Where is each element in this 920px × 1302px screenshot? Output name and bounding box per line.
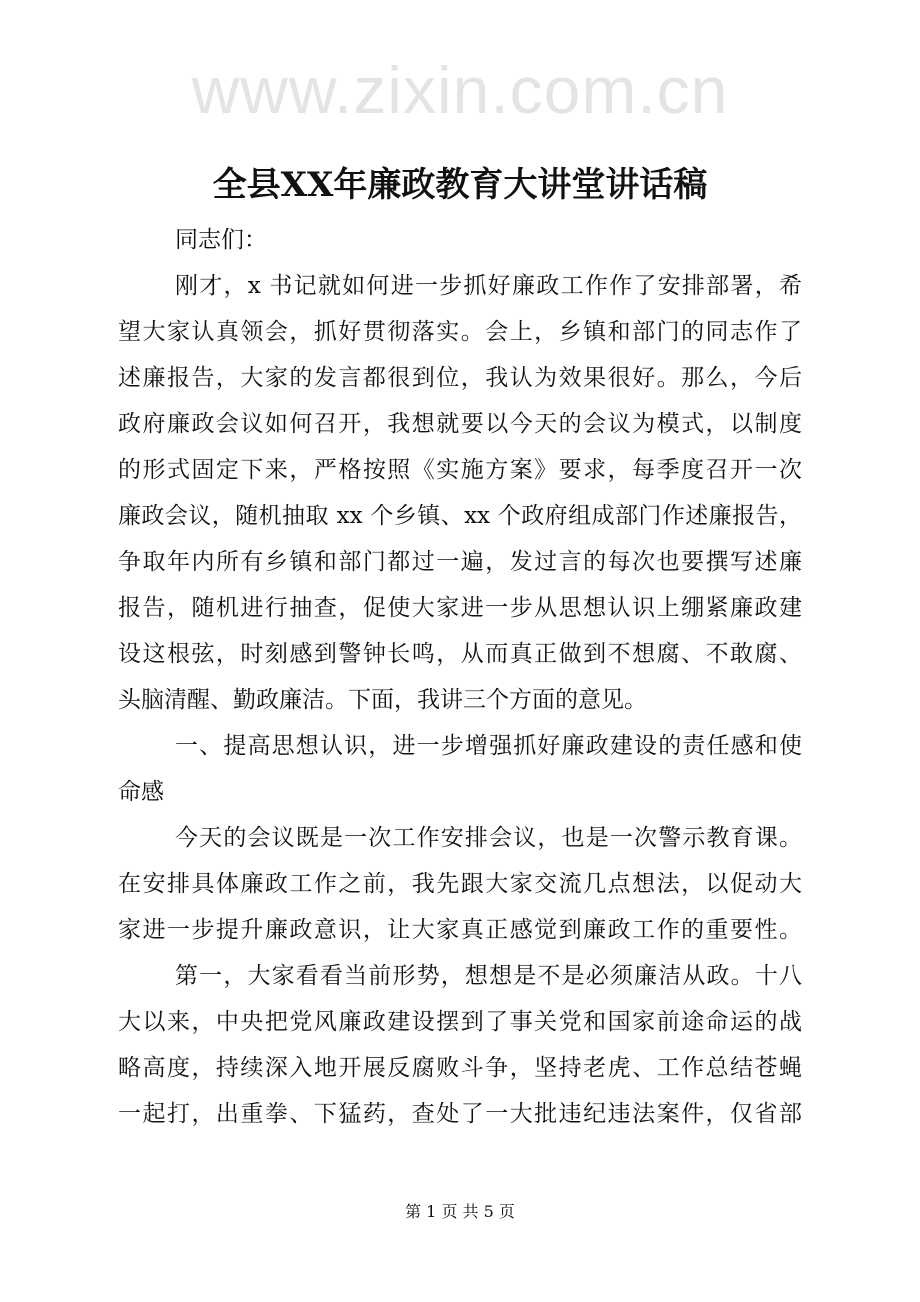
text-line: 争取年内所有乡镇和部门都过一遍，发过言的每次也要撰写述廉 [118, 549, 802, 575]
text-line: 略高度，持续深入地开展反腐败斗争，坚持老虎、工作总结苍蝇 [118, 1055, 802, 1081]
text-line: 政府廉政会议如何召开，我想就要以今天的会议为模式，以制度 [118, 411, 802, 437]
text-line: 报告，随机进行抽查，促使大家进一步从思想认识上绷紧廉政建 [118, 595, 802, 621]
page-footer: 第 1 页 共 5 页 [405, 1202, 515, 1221]
text-line: 家进一步提升廉政意识，让大家真正感觉到廉政工作的重要性。 [118, 917, 802, 943]
section-heading: 一、提高思想认识，进一步增强抓好廉政建设的责任感和使 [175, 733, 802, 759]
text-line: 第一，大家看看当前形势，想想是不是必须廉洁从政。十八 [175, 963, 802, 989]
text-line: 一起打，出重拳、下猛药，查处了一大批违纪违法案件，仅省部 [118, 1101, 802, 1127]
text-line: 头脑清醒、勤政廉洁。下面，我讲三个方面的意见。 [118, 687, 647, 713]
watermark: www.zixin.com.cn [191, 53, 729, 127]
section-heading: 命感 [118, 779, 164, 805]
text-line: 今天的会议既是一次工作安排会议，也是一次警示教育课。 [175, 825, 802, 851]
text-line: 望大家认真领会，抓好贯彻落实。会上，乡镇和部门的同志作了 [118, 319, 802, 345]
salutation: 同志们： [175, 227, 267, 253]
text-line: 在安排具体廉政工作之前，我先跟大家交流几点想法，以促动大 [118, 871, 802, 897]
text-line: 刚才，x 书记就如何进一步抓好廉政工作作了安排部署，希 [175, 273, 802, 299]
text-line: 的形式固定下来，严格按照《实施方案》要求，每季度召开一次 [118, 457, 802, 483]
document-body [118, 217, 802, 1137]
text-line: 廉政会议，随机抽取 xx 个乡镇、xx 个政府组成部门作述廉报告， [118, 503, 802, 529]
document-title: 全县XX年廉政教育大讲堂讲话稿 [212, 165, 708, 205]
text-line: 设这根弦，时刻感到警钟长鸣，从而真正做到不想腐、不敢腐、 [118, 641, 802, 667]
text-line: 大以来，中央把党风廉政建设摆到了事关党和国家前途命运的战 [118, 1009, 802, 1035]
text-line: 述廉报告，大家的发言都很到位，我认为效果很好。那么，今后 [118, 365, 802, 391]
